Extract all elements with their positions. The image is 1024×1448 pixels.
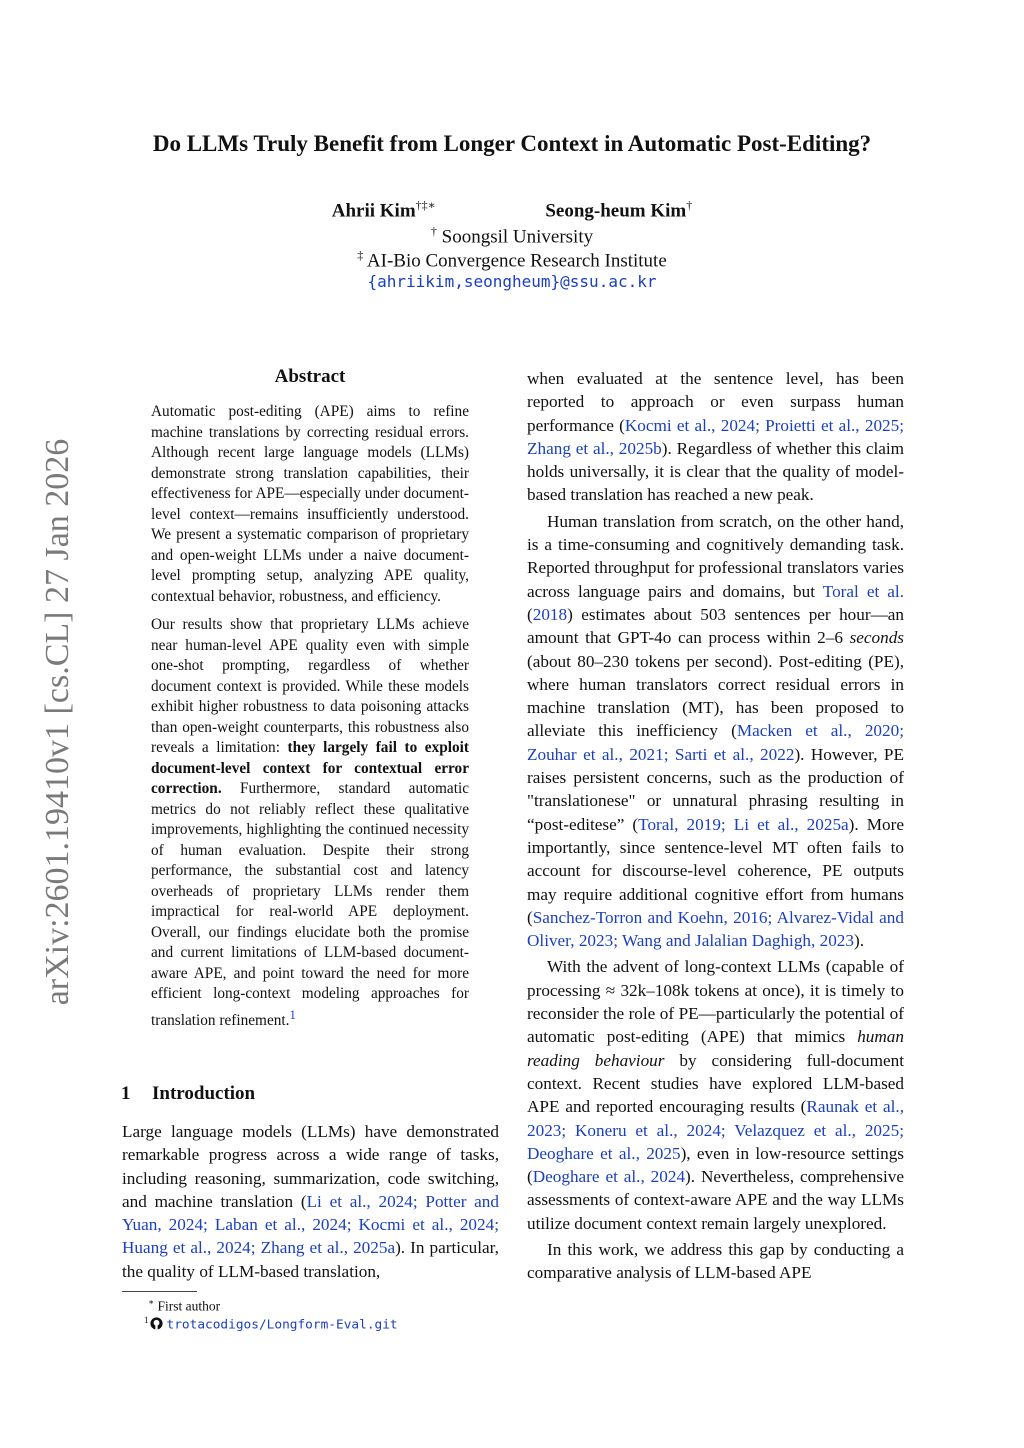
paper-title: Do LLMs Truly Benefit from Longer Context in Automatic Post-Editing? [152, 131, 872, 156]
citation-link[interactable]: Toral et al. [822, 581, 905, 601]
citation-link[interactable]: Kocmi et al., 2024; Proietti et al., 2025; Zhang et al., 2025b [527, 415, 904, 458]
intro-right-column [527, 367, 904, 1285]
intro-paragraph-3: Human translation from scratch, on the other hand, is a time-consuming and cognitively demanding task. Reported throughput for professional translators varies across language pairs and domains, but Toral et al. (2018) estimates about 503 sentences per hour—an amount that GPT-4o can process within 2–6 seconds (about 80–230 tokens per second). Post-editing (PE), where human translators correct residual errors in machine translation (MT), has been proposed to alleviate this inefficiency (Macken et al., 2020; Zouhar et al., 2021; Sarti et al., 2022). However, PE raises persistent concerns, such as the production of "translationese" or unnatural phrasing resulting in “post-editese” (Toral, 2019; Li et al., 2025a). More importantly, since sentence-level MT often fails to account for discourse-level coherence, PE outputs may require additional cognitive effort from humans (Sanchez-Torron and Koehn, 2016; Alvarez-Vidal and Oliver, 2023; Wang and Jalalian Daghigh, 2023). [527, 511, 905, 951]
intro-left-column [122, 1120, 499, 1283]
github-icon [150, 1317, 163, 1330]
citation-link[interactable]: Sanchez-Torron and Koehn, 2016; Alvarez-Vidal and Oliver, 2023; Wang and Jalalian Daghigh, 2023 [527, 907, 904, 951]
abstract-paragraph-2: Our results show that proprietary LLMs achieve near human-level APE quality even with simple one-shot prompting, regardless of whether document context is provided. While these models exhibit higher robustness to data poisoning attacks than open-weight counterparts, this robustness also reveals a limitation: they largely fail to exploit document-level context for contextual error correction. Furthermore, standard automatic metrics do not reliably reflect these qualitative improvements, highlighting the continued necessity of human evaluation. Despite their strong performance, the substantial cost and latency overheads of proprietary LLMs render them impractical for real-world APE deployment. Overall, our findings elucidate both the promise and current limitations of LLM-based document-aware APE, and point toward the need for more efficient long-context modeling approaches for translation refinement.$^1$ [151, 616, 469, 1029]
citation-link[interactable]: 2018 [532, 604, 568, 624]
footnote-ref-1[interactable]: 1 [289, 1007, 296, 1022]
author-1: Ahrii Kim†‡∗ [331, 198, 436, 222]
affiliation-2: ‡ AI-Bio Convergence Research Institute [357, 248, 667, 272]
intro-paragraph-5: In this work, we address this gap by conducting a comparative analysis of LLM-based APE [527, 1239, 904, 1283]
intro-paragraph-1: Large language models (LLMs) have demonstrated remarkable progress across a wide range of tasks, including reasoning, summarization, code switching, and machine translation (Li et al., 2024; Potter and Yuan, 2024; Laban et al., 2024; Kocmi et al., 2024; Huang et al., 2024; Zhang et al., 2025a). In particular, the quality of LLM-based translation, [122, 1122, 499, 1281]
repo-link[interactable]: trotacodigos/Longform-Eval.git [166, 1317, 398, 1333]
citation-link[interactable]: Macken et al., 2020; Zouhar et al., 2021; Sarti et al., 2022 [527, 721, 904, 764]
author-2: Seong-heum Kim† [545, 198, 693, 222]
abstract-body [151, 402, 469, 1039]
citation-link[interactable]: Raunak et al., 2023; Koneru et al., 2024; Velazquez et al., 2025; Deoghare et al., 2025 [527, 1097, 905, 1163]
footnote-first-author: ∗ First author [148, 1297, 221, 1314]
arxiv-stamp: arXiv:2601.19410v1 [cs.CL] 27 Jan 2026 [39, 438, 76, 1006]
emphasis-text: seconds [849, 628, 904, 648]
citation-link[interactable]: Toral, 2019; Li et al., 2025a [638, 814, 849, 834]
affiliation-1: † Soongsil University [430, 224, 594, 248]
citation-link[interactable]: Deoghare et al., 2024 [532, 1167, 686, 1187]
author-list [0, 198, 1024, 222]
intro-paragraph-2: when evaluated at the sentence level, has been reported to approach or even surpass human performance (Kocmi et al., 2024; Proietti et al., 2025; Zhang et al., 2025b). Regardless of whether this claim holds universally, it is clear that the quality of model-based translation has reached a new peak. [527, 369, 905, 505]
section-heading-introduction: 1 Introduction [121, 1083, 256, 1104]
intro-paragraph-4: With the advent of long-context LLMs (capable of processing ≈ 32k–108k tokens at once), it is timely to reconsider the role of PE—particularly the potential of automatic post-editing (APE) that mimics human reading behaviour by considering full-document context. Recent studies have explored LLM-based APE and reported encouraging results (Raunak et al., 2023; Koneru et al., 2024; Velazquez et al., 2025; Deoghare et al., 2025), even in low-resource settings (Deoghare et al., 2024). Nevertheless, comprehensive assessments of context-aware APE and the way LLMs utilize document context remain largely unexplored. [527, 957, 905, 1233]
emphasis-text: human reading behaviour [527, 1027, 904, 1070]
abstract-paragraph-1: Automatic post-editing (APE) aims to refine machine translations by correcting residual errors. Although recent large language models (LLMs) demonstrate strong translation capabilities, their effectiveness for APE—especially under document-level context—remains insufficiently understood. We present a systematic comparison of proprietary and open-weight LLMs under a naive document-level prompting setup, analyzing APE quality, contextual behavior, robustness, and efficiency. [151, 403, 469, 605]
author-email[interactable]: {ahriikim,seongheum}@ssu.ac.kr [367, 272, 657, 291]
abstract-heading: Abstract [274, 366, 346, 387]
footnote-rule [122, 1291, 197, 1292]
footnote-repo: $^1$ trotacodigos/Longform-Eval.git [144, 1315, 398, 1333]
citation-link[interactable]: Li et al., 2024; Potter and Yuan, 2024; Laban et al., 2024; Kocmi et al., 2024; Huang et al., 2024; Zhang et al., 2025a [122, 1191, 499, 1258]
